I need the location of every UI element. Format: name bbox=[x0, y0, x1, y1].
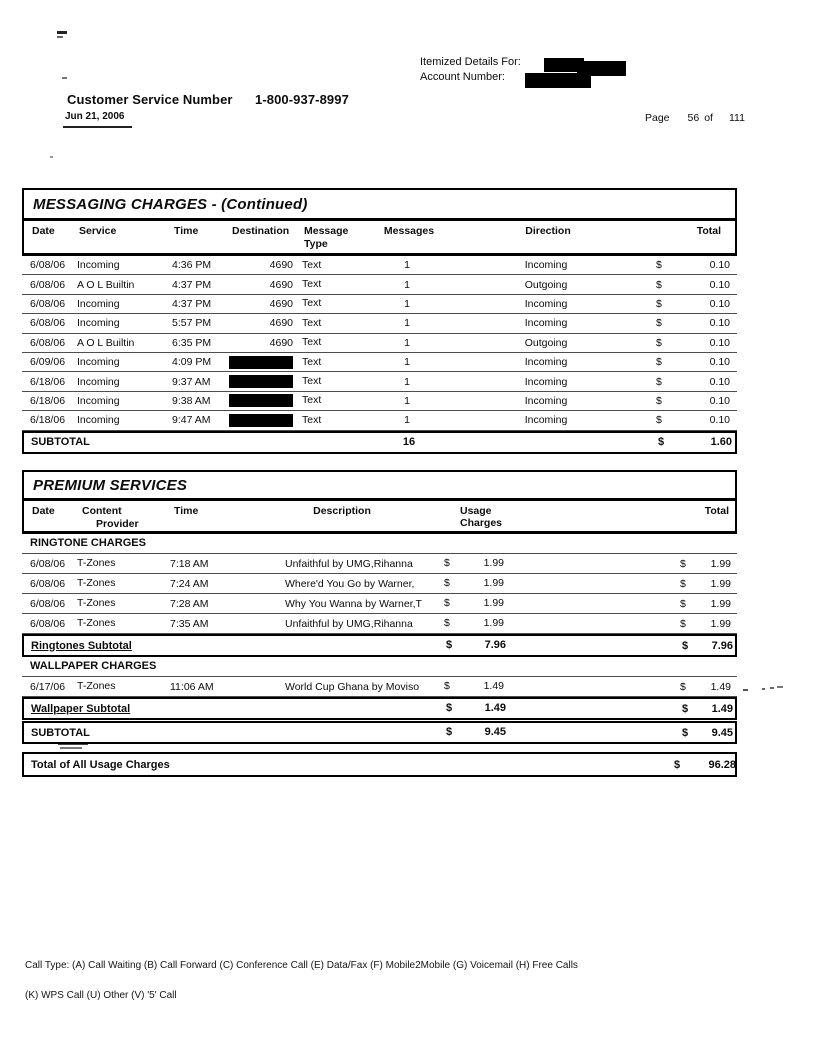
cell-message-type: Text bbox=[302, 316, 322, 329]
grand-total-label: Total of All Usage Charges bbox=[31, 758, 170, 771]
table-row bbox=[22, 256, 737, 275]
currency-symbol: $ bbox=[656, 278, 662, 291]
table-row bbox=[22, 314, 737, 333]
amount: 1.99 bbox=[710, 557, 731, 570]
cell-total bbox=[650, 414, 733, 426]
cell-destination bbox=[228, 394, 296, 407]
currency-symbol: $ bbox=[444, 596, 450, 609]
scan-artifact bbox=[743, 689, 748, 691]
amount: 0.10 bbox=[709, 297, 730, 310]
call-type-legend-line1: Call Type: (A) Call Waiting (B) Call Forward (C) Conference Call (E) Data/Fax (F) Mobile2Mobile (G) Voicemail (H) Free Calls bbox=[25, 960, 578, 971]
subtotal-label: Ringtones Subtotal bbox=[31, 639, 132, 652]
amount: 0.10 bbox=[709, 259, 730, 272]
cell-description: Why You Wanna by Warner,T bbox=[285, 597, 422, 610]
redaction-box bbox=[229, 394, 293, 407]
currency-symbol: $ bbox=[680, 680, 686, 693]
cell-message-type: Text bbox=[302, 355, 322, 368]
cell-destination bbox=[228, 414, 296, 427]
amount: 1.99 bbox=[483, 596, 504, 609]
cell-provider: T-Zones bbox=[77, 596, 116, 609]
table-row bbox=[22, 614, 737, 634]
grand-total-amount bbox=[674, 759, 736, 771]
amount: 9.45 bbox=[711, 726, 733, 739]
cell-total bbox=[675, 618, 733, 630]
table-row bbox=[22, 275, 737, 294]
cell-provider: T-Zones bbox=[77, 679, 116, 692]
cell-usage-charge bbox=[440, 680, 510, 693]
date-underline bbox=[63, 126, 132, 128]
cell-messages: 1 bbox=[404, 414, 410, 427]
cell-messages: 1 bbox=[404, 297, 410, 310]
cell-total bbox=[650, 337, 733, 349]
cell-messages: 1 bbox=[404, 317, 410, 330]
premium-table-head bbox=[22, 470, 737, 534]
grand-total-row bbox=[22, 752, 737, 777]
cell-service: Incoming bbox=[77, 394, 120, 407]
cell-usage-charge bbox=[440, 617, 510, 630]
col-header-message-type bbox=[298, 225, 374, 251]
subtotal-label: SUBTOTAL bbox=[31, 436, 90, 449]
cell-service: A O L Builtin bbox=[77, 336, 135, 349]
cell-service: Incoming bbox=[77, 414, 120, 427]
cell-service: Incoming bbox=[77, 356, 120, 369]
cell-total bbox=[650, 259, 733, 271]
cell-description: World Cup Ghana by Moviso bbox=[285, 680, 420, 693]
cell-time: 7:18 AM bbox=[170, 557, 209, 570]
scan-artifact bbox=[777, 686, 783, 688]
col-header-usage-line1: Usage bbox=[460, 505, 492, 517]
col-header-description: Description bbox=[313, 505, 371, 517]
cell-service: A O L Builtin bbox=[77, 278, 135, 291]
cell-date: 6/17/06 bbox=[30, 680, 66, 693]
cell-messages: 1 bbox=[404, 278, 410, 291]
currency-symbol: $ bbox=[446, 638, 453, 651]
cell-date: 6/18/06 bbox=[30, 414, 66, 427]
amount: 1.99 bbox=[483, 616, 504, 629]
col-header-service: Service bbox=[79, 225, 117, 237]
cell-direction: Incoming bbox=[524, 394, 568, 407]
subtotal-total bbox=[652, 436, 735, 448]
cell-total bbox=[675, 558, 733, 570]
scan-artifact bbox=[60, 747, 82, 749]
cell-direction: Incoming bbox=[524, 259, 568, 272]
premium-title: PREMIUM SERVICES bbox=[24, 472, 735, 501]
col-header-message-type-line1: Message bbox=[304, 225, 349, 237]
messaging-column-headers bbox=[24, 221, 735, 251]
currency-symbol: $ bbox=[444, 616, 450, 629]
scan-artifact bbox=[57, 36, 63, 38]
cell-time: 9:38 AM bbox=[172, 394, 211, 407]
cell-direction: Outgoing bbox=[524, 336, 568, 349]
cell-date: 6/08/06 bbox=[30, 278, 66, 291]
cell-service: Incoming bbox=[77, 375, 120, 388]
cell-destination: 4690 bbox=[269, 317, 293, 330]
amount: 7.96 bbox=[711, 639, 733, 652]
cell-time: 5:57 PM bbox=[172, 317, 212, 330]
cell-destination bbox=[228, 356, 296, 369]
customer-service-label: Customer Service Number bbox=[67, 92, 233, 107]
currency-symbol: $ bbox=[682, 726, 689, 739]
cell-date: 6/08/06 bbox=[30, 259, 66, 272]
cell-date: 6/18/06 bbox=[30, 394, 66, 407]
cell-provider: T-Zones bbox=[77, 616, 116, 629]
cell-description: Where'd You Go by Warner, bbox=[285, 577, 415, 590]
table-row bbox=[22, 353, 737, 372]
cell-date: 6/08/06 bbox=[30, 336, 66, 349]
currency-symbol: $ bbox=[444, 556, 450, 569]
cell-total bbox=[650, 356, 733, 368]
table-row bbox=[22, 372, 737, 391]
amount: 0.10 bbox=[709, 336, 730, 349]
cell-message-type: Text bbox=[302, 297, 322, 310]
cell-date: 6/08/06 bbox=[30, 617, 66, 630]
table-row bbox=[22, 392, 737, 411]
amount: 0.10 bbox=[709, 394, 730, 407]
amount: 1.99 bbox=[710, 597, 731, 610]
cell-destination bbox=[228, 375, 296, 388]
currency-symbol: $ bbox=[656, 336, 662, 349]
amount: 1.49 bbox=[710, 680, 731, 693]
cell-total bbox=[650, 298, 733, 310]
currency-symbol: $ bbox=[444, 679, 450, 692]
cell-date: 6/08/06 bbox=[30, 317, 66, 330]
cell-time: 6:35 PM bbox=[172, 336, 212, 349]
cell-direction: Incoming bbox=[524, 414, 568, 427]
messaging-title: MESSAGING CHARGES - (Continued) bbox=[24, 190, 735, 221]
page-indicator bbox=[645, 112, 745, 124]
amount: 0.10 bbox=[709, 356, 730, 369]
currency-symbol: $ bbox=[656, 297, 662, 310]
account-number-label: Account Number: bbox=[420, 71, 505, 83]
amount: 1.99 bbox=[483, 556, 504, 569]
messaging-table-head bbox=[22, 188, 737, 256]
cell-direction: Incoming bbox=[524, 375, 568, 388]
subtotal-total bbox=[677, 727, 735, 739]
currency-symbol: $ bbox=[446, 725, 453, 738]
col-header-usage-charges bbox=[442, 505, 512, 531]
redaction-box bbox=[229, 414, 293, 427]
wallpaper-charges-heading: WALLPAPER CHARGES bbox=[22, 660, 737, 677]
scan-artifact bbox=[762, 688, 765, 690]
cell-time: 4:37 PM bbox=[172, 297, 212, 310]
cell-total bbox=[650, 317, 733, 329]
amount: 96.28 bbox=[708, 758, 736, 771]
currency-symbol: $ bbox=[674, 758, 681, 771]
table-row bbox=[22, 334, 737, 353]
cell-total bbox=[650, 279, 733, 291]
cell-messages: 1 bbox=[404, 356, 410, 369]
cell-service: Incoming bbox=[77, 297, 120, 310]
subtotal-usage bbox=[442, 639, 512, 653]
cell-usage-charge bbox=[440, 557, 510, 570]
messaging-charges-table bbox=[22, 188, 737, 454]
itemized-details-label: Itemized Details For: bbox=[420, 56, 521, 68]
cell-direction: Incoming bbox=[524, 297, 568, 310]
page-total: 111 bbox=[728, 112, 745, 124]
cell-total bbox=[675, 578, 733, 590]
table-row bbox=[22, 411, 737, 430]
redaction-box bbox=[229, 375, 293, 388]
scan-artifact bbox=[57, 31, 67, 34]
currency-symbol: $ bbox=[680, 617, 686, 630]
subtotal-usage bbox=[442, 702, 512, 716]
amount: 1.99 bbox=[710, 617, 731, 630]
currency-symbol: $ bbox=[680, 597, 686, 610]
statement-date: Jun 21, 2006 bbox=[65, 111, 125, 122]
col-header-total: Total bbox=[704, 505, 729, 517]
cell-date: 6/08/06 bbox=[30, 557, 66, 570]
currency-symbol: $ bbox=[658, 436, 665, 449]
currency-symbol: $ bbox=[444, 576, 450, 589]
cell-total bbox=[675, 598, 733, 610]
table-row bbox=[22, 574, 737, 594]
premium-column-headers bbox=[24, 501, 735, 531]
amount: 1.99 bbox=[483, 576, 504, 589]
col-header-total: Total bbox=[696, 225, 721, 237]
currency-symbol: $ bbox=[682, 639, 689, 652]
cell-provider: T-Zones bbox=[77, 556, 116, 569]
wallpaper-subtotal-row bbox=[22, 697, 737, 720]
cell-time: 7:24 AM bbox=[170, 577, 209, 590]
col-header-date: Date bbox=[32, 225, 55, 237]
cell-time: 11:06 AM bbox=[170, 680, 214, 693]
cell-service: Incoming bbox=[77, 259, 120, 272]
redaction-box bbox=[525, 73, 591, 88]
cell-direction: Outgoing bbox=[524, 278, 568, 291]
amount: 0.10 bbox=[709, 317, 730, 330]
col-header-destination: Destination bbox=[232, 225, 290, 237]
cell-service: Incoming bbox=[77, 317, 120, 330]
table-row bbox=[22, 677, 737, 697]
cell-date: 6/08/06 bbox=[30, 297, 66, 310]
amount: 0.10 bbox=[709, 414, 730, 427]
cell-provider: T-Zones bbox=[77, 576, 116, 589]
cell-message-type: Text bbox=[302, 374, 322, 387]
amount: 1.49 bbox=[484, 701, 506, 714]
cell-time: 7:35 AM bbox=[170, 617, 209, 630]
col-header-content-provider-line2: Provider bbox=[96, 518, 139, 531]
premium-services-table bbox=[22, 470, 737, 744]
premium-subtotal-row bbox=[22, 721, 737, 744]
cell-message-type: Text bbox=[302, 394, 322, 407]
cell-time: 4:09 PM bbox=[172, 356, 212, 369]
currency-symbol: $ bbox=[656, 375, 662, 388]
cell-message-type: Text bbox=[302, 278, 322, 291]
col-header-time: Time bbox=[174, 505, 199, 517]
cell-time: 7:28 AM bbox=[170, 597, 209, 610]
table-row bbox=[22, 594, 737, 614]
currency-symbol: $ bbox=[656, 414, 662, 427]
subtotal-usage bbox=[442, 726, 512, 740]
cell-messages: 1 bbox=[404, 259, 410, 272]
currency-symbol: $ bbox=[680, 557, 686, 570]
ringtones-subtotal-row bbox=[22, 634, 737, 657]
cell-messages: 1 bbox=[404, 375, 410, 388]
table-row bbox=[22, 295, 737, 314]
messaging-subtotal-row bbox=[22, 431, 737, 454]
subtotal-label: SUBTOTAL bbox=[31, 726, 90, 739]
col-header-message-type-line2: Type bbox=[304, 238, 328, 251]
cell-date: 6/08/06 bbox=[30, 597, 66, 610]
cell-total bbox=[650, 376, 733, 388]
cell-message-type: Text bbox=[302, 336, 322, 349]
subtotal-messages: 16 bbox=[402, 436, 416, 449]
cell-time: 4:36 PM bbox=[172, 259, 212, 272]
cell-messages: 1 bbox=[404, 336, 410, 349]
amount: 7.96 bbox=[484, 638, 506, 651]
ringtone-charges-heading: RINGTONE CHARGES bbox=[22, 537, 737, 554]
col-header-direction: Direction bbox=[525, 225, 571, 237]
cell-usage-charge bbox=[440, 597, 510, 610]
amount: 1.49 bbox=[711, 702, 733, 715]
cell-destination: 4690 bbox=[269, 259, 293, 272]
amount: 1.60 bbox=[710, 436, 732, 449]
cell-date: 6/09/06 bbox=[30, 356, 66, 369]
cell-description: Unfaithful by UMG,Rihanna bbox=[285, 617, 413, 630]
currency-symbol: $ bbox=[682, 702, 689, 715]
cell-direction: Incoming bbox=[524, 317, 568, 330]
cell-destination: 4690 bbox=[269, 297, 293, 310]
currency-symbol: $ bbox=[656, 394, 662, 407]
cell-total bbox=[650, 395, 733, 407]
currency-symbol: $ bbox=[656, 356, 662, 369]
cell-description: Unfaithful by UMG,Rihanna bbox=[285, 557, 413, 570]
cell-time: 4:37 PM bbox=[172, 278, 212, 291]
cell-total bbox=[675, 681, 733, 693]
scan-artifact bbox=[50, 156, 53, 158]
customer-service-number: 1-800-937-8997 bbox=[255, 92, 349, 107]
currency-symbol: $ bbox=[656, 259, 662, 272]
subtotal-total bbox=[677, 703, 735, 715]
cell-destination: 4690 bbox=[269, 336, 293, 349]
col-header-date: Date bbox=[32, 505, 55, 517]
cell-message-type: Text bbox=[302, 258, 322, 271]
col-header-usage-line2: Charges bbox=[460, 517, 503, 529]
cell-destination: 4690 bbox=[269, 278, 293, 291]
currency-symbol: $ bbox=[446, 701, 453, 714]
amount: 1.99 bbox=[710, 577, 731, 590]
subtotal-total bbox=[677, 640, 735, 652]
col-header-content-provider-line1: Content bbox=[82, 505, 122, 517]
col-header-messages: Messages bbox=[383, 225, 435, 237]
amount: 0.10 bbox=[709, 375, 730, 388]
cell-time: 9:47 AM bbox=[172, 414, 211, 427]
page-label: Page bbox=[645, 112, 670, 124]
cell-messages: 1 bbox=[404, 394, 410, 407]
scan-artifact bbox=[770, 687, 774, 689]
scan-artifact bbox=[62, 77, 67, 79]
col-header-time: Time bbox=[174, 225, 199, 237]
currency-symbol: $ bbox=[656, 317, 662, 330]
cell-date: 6/18/06 bbox=[30, 375, 66, 388]
currency-symbol: $ bbox=[680, 577, 686, 590]
table-row bbox=[22, 554, 737, 574]
col-header-content-provider bbox=[72, 505, 167, 531]
redaction-box bbox=[229, 356, 293, 369]
call-type-legend-line2: (K) WPS Call (U) Other (V) '5' Call bbox=[25, 990, 177, 1001]
page-number: 56 bbox=[687, 112, 700, 124]
cell-usage-charge bbox=[440, 577, 510, 590]
page-of-label: of bbox=[704, 112, 713, 124]
cell-message-type: Text bbox=[302, 413, 322, 426]
cell-date: 6/08/06 bbox=[30, 577, 66, 590]
cell-direction: Incoming bbox=[524, 356, 568, 369]
amount: 1.49 bbox=[483, 679, 504, 692]
amount: 9.45 bbox=[484, 725, 506, 738]
subtotal-label: Wallpaper Subtotal bbox=[31, 702, 131, 715]
amount: 0.10 bbox=[709, 278, 730, 291]
spacer bbox=[512, 505, 677, 531]
cell-time: 9:37 AM bbox=[172, 375, 211, 388]
